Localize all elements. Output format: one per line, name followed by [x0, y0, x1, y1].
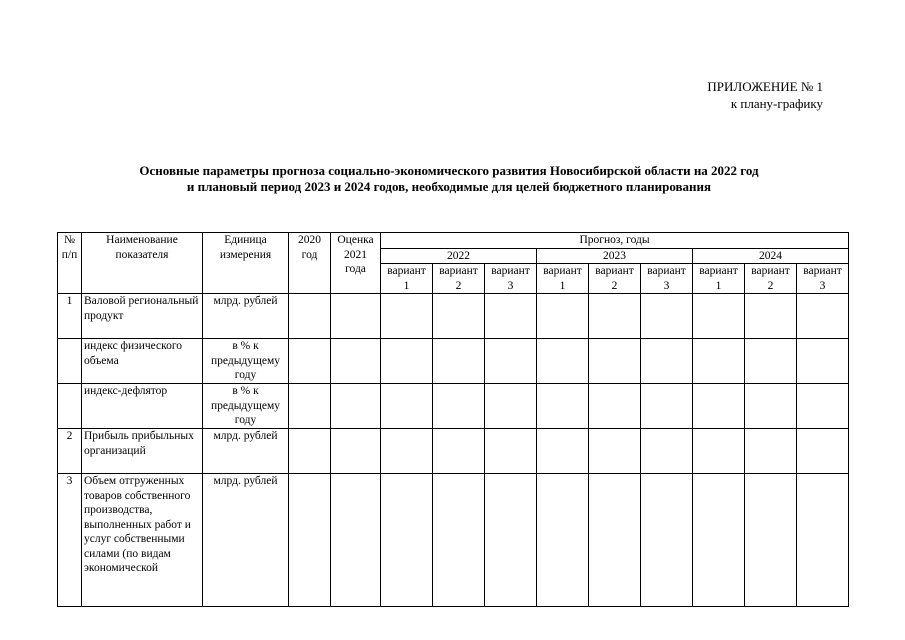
row-name: индекс-дефлятор: [82, 384, 203, 429]
row-num: 2: [58, 429, 82, 474]
title-line-1: Основные параметры прогноза социально-экономического развития Новосибирской области на 2022 год: [139, 163, 759, 178]
header-variant: вариант 1: [693, 264, 745, 294]
table-row: [58, 294, 849, 339]
table-row: [58, 474, 849, 607]
row-unit: млрд. рублей: [203, 474, 289, 607]
header-variant: вариант 1: [381, 264, 433, 294]
row-unit: в % к предыдущему году: [203, 384, 289, 429]
header-forecast: Прогноз, годы: [381, 233, 849, 249]
header-variant: вариант 1: [537, 264, 589, 294]
table-row: [58, 384, 849, 429]
annex-line-2: к плану-графику: [730, 96, 823, 111]
header-variant: вариант 2: [745, 264, 797, 294]
header-unit: Единица измерения: [203, 233, 289, 294]
header-year-2023: 2023: [537, 248, 693, 264]
header-year-2024: 2024: [693, 248, 849, 264]
row-name: Прибыль прибыльных организаций: [82, 429, 203, 474]
header-variant: вариант 2: [589, 264, 641, 294]
header-num: № п/п: [58, 233, 82, 294]
header-2020: 2020 год: [289, 233, 331, 294]
table-row: [58, 339, 849, 384]
table-row: [58, 429, 849, 474]
header-variant: вариант 3: [797, 264, 849, 294]
header-name: Наименование показателя: [82, 233, 203, 294]
header-variant: вариант 3: [485, 264, 537, 294]
row-num: 3: [58, 474, 82, 607]
row-name: Валовой региональный продукт: [82, 294, 203, 339]
annex-line-1: ПРИЛОЖЕНИЕ № 1: [707, 79, 823, 94]
row-unit: в % к предыдущему году: [203, 339, 289, 384]
row-name: Объем отгруженных товаров собственного производства, выполненных работ и услуг собственными силами (по видам экономической: [82, 474, 203, 607]
row-unit: млрд. рублей: [203, 294, 289, 339]
row-num: [58, 339, 82, 384]
header-variant: вариант 2: [433, 264, 485, 294]
row-num: [58, 384, 82, 429]
header-estimate-2021: Оценка 2021 года: [331, 233, 381, 294]
annex-label: [560, 78, 823, 112]
document-title: [40, 163, 858, 195]
header-variant: вариант 3: [641, 264, 693, 294]
title-line-2: и плановый период 2023 и 2024 годов, необходимые для целей бюджетного планирования: [186, 179, 712, 194]
row-name: индекс физического объема: [82, 339, 203, 384]
row-unit: млрд. рублей: [203, 429, 289, 474]
header-year-2022: 2022: [381, 248, 537, 264]
forecast-table: [57, 232, 849, 607]
row-num: 1: [58, 294, 82, 339]
